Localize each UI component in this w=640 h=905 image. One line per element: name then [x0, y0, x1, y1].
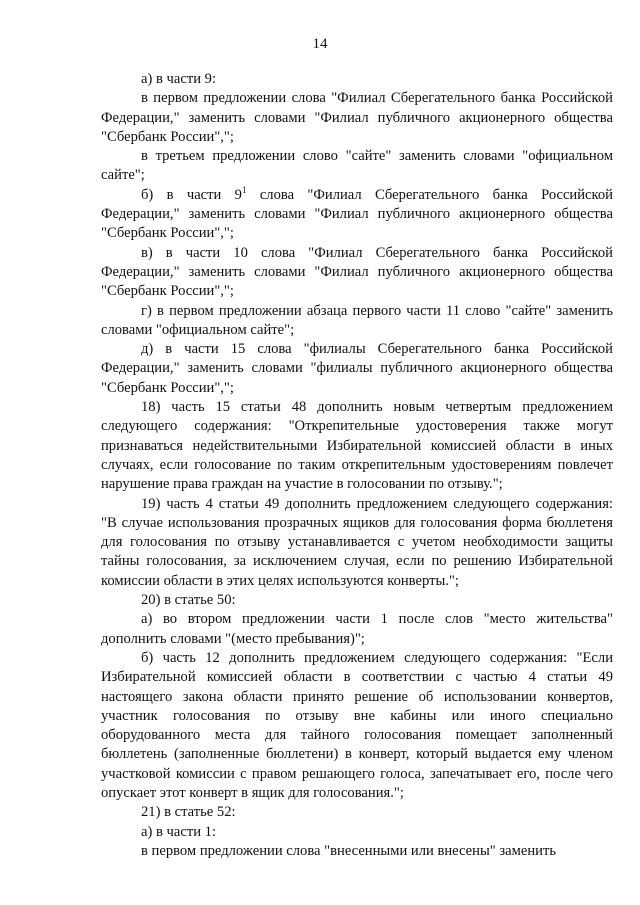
paragraph: а) в части 1:: [141, 823, 217, 840]
page-number: 14: [312, 36, 328, 52]
paragraph: а) в части 9:: [141, 71, 217, 87]
paragraph: г) в первом предложении абзаца первого части 11 слово "сайте" заменить словами "официальном сайте";: [101, 302, 613, 338]
paragraph: 21) в статье 52:: [141, 804, 236, 821]
paragraph: д) в части 15 слова "филиалы Сберегательного банка Российской Федерации," заменить словами "филиалы публичного акционерного общества "Сбербанк России",";: [101, 341, 613, 396]
paragraph: в третьем предложении слово "сайте" заменить словами "официальном сайте";: [101, 148, 613, 184]
paragraph: в) в части 10 слова "Филиал Сберегательного банка Российской Федерации," заменить словами "Филиал публичного акционерного общества "Сбербанк России",";: [101, 244, 613, 300]
paragraph: а) во втором предложении части 1 после слов "место жительства" дополнить словами "(место пребывания)";: [101, 611, 613, 647]
document-body: [101, 70, 613, 861]
paragraph-lead: б) в части 9: [141, 186, 242, 203]
paragraph: в первом предложении слова "Филиал Сберегательного банка Российской Федерации," заменить словами "Филиал публичного акционерного общества "Сбербанк России",";: [101, 90, 613, 145]
paragraph: 18) часть 15 статьи 48 дополнить новым четвертым предложением следующего содержания: "Открепительные удостоверения также могут признаваться недействительными Избирательной комиссией области в иных случаях, если голосование по таким открепительным удостоверениям повлечет нарушение права граждан на участие в голосовании по отзыву.";: [101, 399, 613, 493]
paragraph: 20) в статье 50:: [141, 592, 236, 609]
paragraph: 19) часть 4 статьи 49 дополнить предложением следующего содержания: "В случае использования прозрачных ящиков для голосования форма бюллетеня для голосования по отзыву устанавливается с учетом необходимости защиты тайны голосования, за исключением случая, если по решению Избирательной комиссии области в этих целях используются конверты.";: [101, 495, 613, 589]
paragraph-rest: слова "Филиал Сберегательного банка Российской Федерации," заменить словами "Филиал публичного акционерного общества "Сбербанк России",";: [101, 186, 613, 242]
superscript: 1: [241, 184, 247, 195]
paragraph: [101, 186, 613, 244]
paragraph: в первом предложении слова "внесенными или внесены" заменить: [141, 842, 556, 859]
paragraph: б) часть 12 дополнить предложением следующего содержания: "Если Избирательной комиссией области в соответствии с частью 4 статьи 49 настоящего закона области принято решение об использовании конвертов, участник голосования по отзыву вне кабины или иного специально оборудованного места для тайного голосования помещает заполненный бюллетень (заполненные бюллетени) в конверт, который выдается ему членом участковой комиссии с правом решающего голоса, запечатывает его, после чего опускает этот конверт в ящик для голосования.";: [101, 649, 613, 801]
